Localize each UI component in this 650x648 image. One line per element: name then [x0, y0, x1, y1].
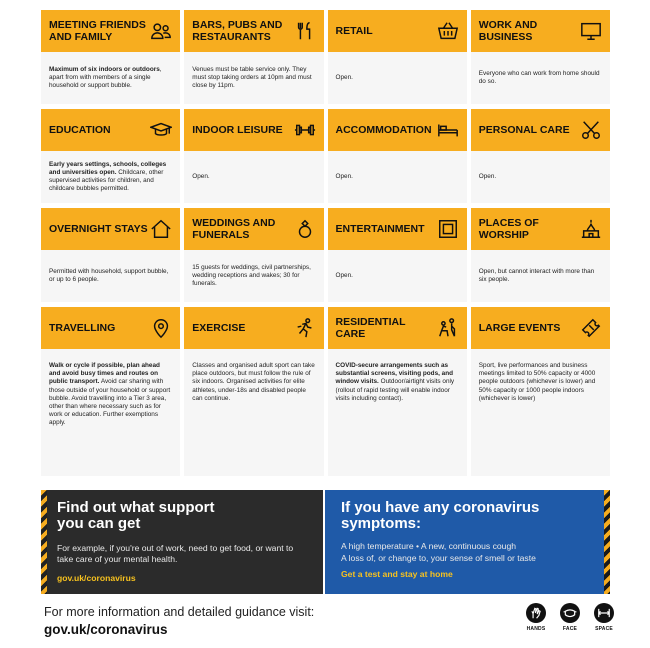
- category-body: Sport, live performances and business meetings limited to 50% capacity or 4000 people outdoors (whichever is lower) and 50% capacity or 1000 people indoors (whichever is lower): [471, 349, 610, 476]
- grid-row: [41, 307, 610, 476]
- category-body: Open.: [328, 250, 467, 302]
- category-title: OVERNIGHT STAYS: [49, 223, 148, 235]
- grid-row: [41, 208, 610, 302]
- symptoms-cta[interactable]: Get a test and stay at home: [341, 569, 453, 579]
- category-card: [41, 307, 180, 476]
- category-body: Open, but cannot interact with more than six people.: [471, 250, 610, 302]
- category-body: Walk or cycle if possible, plan ahead and avoid busy times and routes on public transport. Avoid car sharing with those outside of your household or support bubble. Avoid travelling into a Tier 3 area, other than where necessary such as for work or education. Further exemptions apply.: [41, 349, 180, 476]
- support-text: For example, if you're out of work, need to get food, or want to take care of your mental health.: [57, 543, 294, 564]
- category-header: [328, 208, 467, 250]
- category-title: WORK AND BUSINESS: [478, 19, 538, 43]
- category-card: [184, 10, 323, 104]
- category-card: [471, 10, 610, 104]
- category-header: [471, 109, 610, 151]
- category-card: [184, 109, 323, 203]
- hands-icon: [529, 606, 543, 620]
- runner-icon: [294, 317, 316, 339]
- category-title: ACCOMMODATION: [335, 124, 432, 136]
- badge-label: HANDS: [526, 626, 546, 632]
- category-body: Everyone who can work from home should do so.: [471, 52, 610, 104]
- category-header: [328, 10, 467, 52]
- category-title: RETAIL: [335, 25, 373, 37]
- support-panel: [41, 490, 323, 594]
- category-card: [328, 10, 467, 104]
- category-title: EXERCISE: [192, 322, 246, 334]
- category-header: [184, 307, 323, 349]
- category-body: Maximum of six indoors or outdoors, apart from with members of a single household or support bubble.: [41, 52, 180, 104]
- category-body: Classes and organised adult sport can take place outdoors, but must follow the rule of six indoors. Organised activities for elite athletes, under-18s and disabled people can continue.: [184, 349, 323, 476]
- category-title: BARS, PUBS AND RESTAURANTS: [192, 19, 283, 43]
- category-card: [471, 109, 610, 203]
- footer-link[interactable]: gov.uk/coronavirus: [44, 622, 168, 637]
- category-card: [41, 208, 180, 302]
- house-icon: [150, 218, 172, 240]
- category-header: [328, 109, 467, 151]
- category-title: PERSONAL CARE: [478, 124, 570, 136]
- care-icon: [437, 317, 459, 339]
- badge-space: [589, 603, 619, 632]
- bed-icon: [437, 119, 459, 141]
- badge-label: FACE: [562, 626, 578, 632]
- category-card: [41, 10, 180, 104]
- category-card: [41, 109, 180, 203]
- category-title: LARGE EVENTS: [478, 322, 561, 334]
- category-body: Early years settings, schools, colleges and universities open. Childcare, other supervised activities for children, and childcare bubbles permitted.: [41, 151, 180, 203]
- basket-icon: [437, 20, 459, 42]
- worship-icon: [580, 218, 602, 240]
- hatch-stripe: [41, 490, 47, 594]
- restrictions-grid: [41, 10, 610, 481]
- category-title: PLACES OF WORSHIP: [478, 217, 539, 241]
- badge-label: SPACE: [595, 626, 613, 632]
- face-icon: [563, 606, 577, 620]
- badge-hands: [521, 603, 551, 632]
- symptoms-line-1: A high temperature • A new, continuous cough: [341, 541, 517, 551]
- category-title: EDUCATION: [49, 124, 111, 136]
- people-icon: [150, 20, 172, 42]
- category-title: RESIDENTIAL CARE: [335, 316, 406, 340]
- category-card: [471, 208, 610, 302]
- support-heading: Find out what support you can get: [57, 499, 215, 532]
- category-header: [471, 307, 610, 349]
- category-header: [41, 109, 180, 151]
- category-header: [184, 109, 323, 151]
- category-body: Open.: [471, 151, 610, 203]
- dumbbell-icon: [294, 119, 316, 141]
- space-icon: [597, 606, 611, 620]
- badge-face: [555, 603, 585, 632]
- category-title: MEETING FRIENDS AND FAMILY: [49, 19, 146, 43]
- category-header: [41, 208, 180, 250]
- category-title: WEDDINGS AND FUNERALS: [192, 217, 276, 241]
- category-body: Venues must be table service only. They must stop taking orders at 10pm and must close by 11pm.: [184, 52, 323, 104]
- category-title: ENTERTAINMENT: [335, 223, 425, 235]
- category-title: TRAVELLING: [49, 322, 116, 334]
- category-card: [328, 307, 467, 476]
- frame-icon: [437, 218, 459, 240]
- symptoms-heading: If you have any coronavirus symptoms:: [341, 499, 540, 532]
- category-header: [328, 307, 467, 349]
- category-title: INDOOR LEISURE: [192, 124, 283, 136]
- grid-row: [41, 10, 610, 104]
- category-body: Permitted with household, support bubble, or up to 6 people.: [41, 250, 180, 302]
- category-card: [328, 208, 467, 302]
- category-header: [41, 10, 180, 52]
- grid-row: [41, 109, 610, 203]
- ring-icon: [294, 218, 316, 240]
- scissors-icon: [580, 119, 602, 141]
- location-pin-icon: [150, 317, 172, 339]
- category-card: [184, 307, 323, 476]
- category-card: [184, 208, 323, 302]
- category-body: Open.: [184, 151, 323, 203]
- category-card: [328, 109, 467, 203]
- category-header: [471, 208, 610, 250]
- support-link[interactable]: gov.uk/coronavirus: [57, 573, 136, 583]
- category-header: [184, 10, 323, 52]
- footer: [44, 605, 314, 637]
- ticket-icon: [580, 317, 602, 339]
- footer-text: For more information and detailed guidance visit:: [44, 605, 315, 619]
- category-header: [471, 10, 610, 52]
- category-body: Open.: [328, 151, 467, 203]
- category-body: COVID-secure arrangements such as substantial screens, visiting pods, and window visits. Outdoor/airtight visits only (rollout of rapid testing will enable indoor visits including contact).: [328, 349, 467, 476]
- hatch-stripe: [604, 490, 610, 594]
- symptoms-panel: [325, 490, 610, 594]
- category-card: [471, 307, 610, 476]
- category-body: Open.: [328, 52, 467, 104]
- category-header: [184, 208, 323, 250]
- hands-face-space-badges: [521, 603, 623, 632]
- category-header: [41, 307, 180, 349]
- graduation-cap-icon: [150, 119, 172, 141]
- symptoms-line-2: A loss of, or change to, your sense of smell or taste: [341, 553, 536, 563]
- monitor-icon: [580, 20, 602, 42]
- cutlery-icon: [294, 20, 316, 42]
- category-body: 15 guests for weddings, civil partnerships, wedding receptions and wakes; 30 for funerals.: [184, 250, 323, 302]
